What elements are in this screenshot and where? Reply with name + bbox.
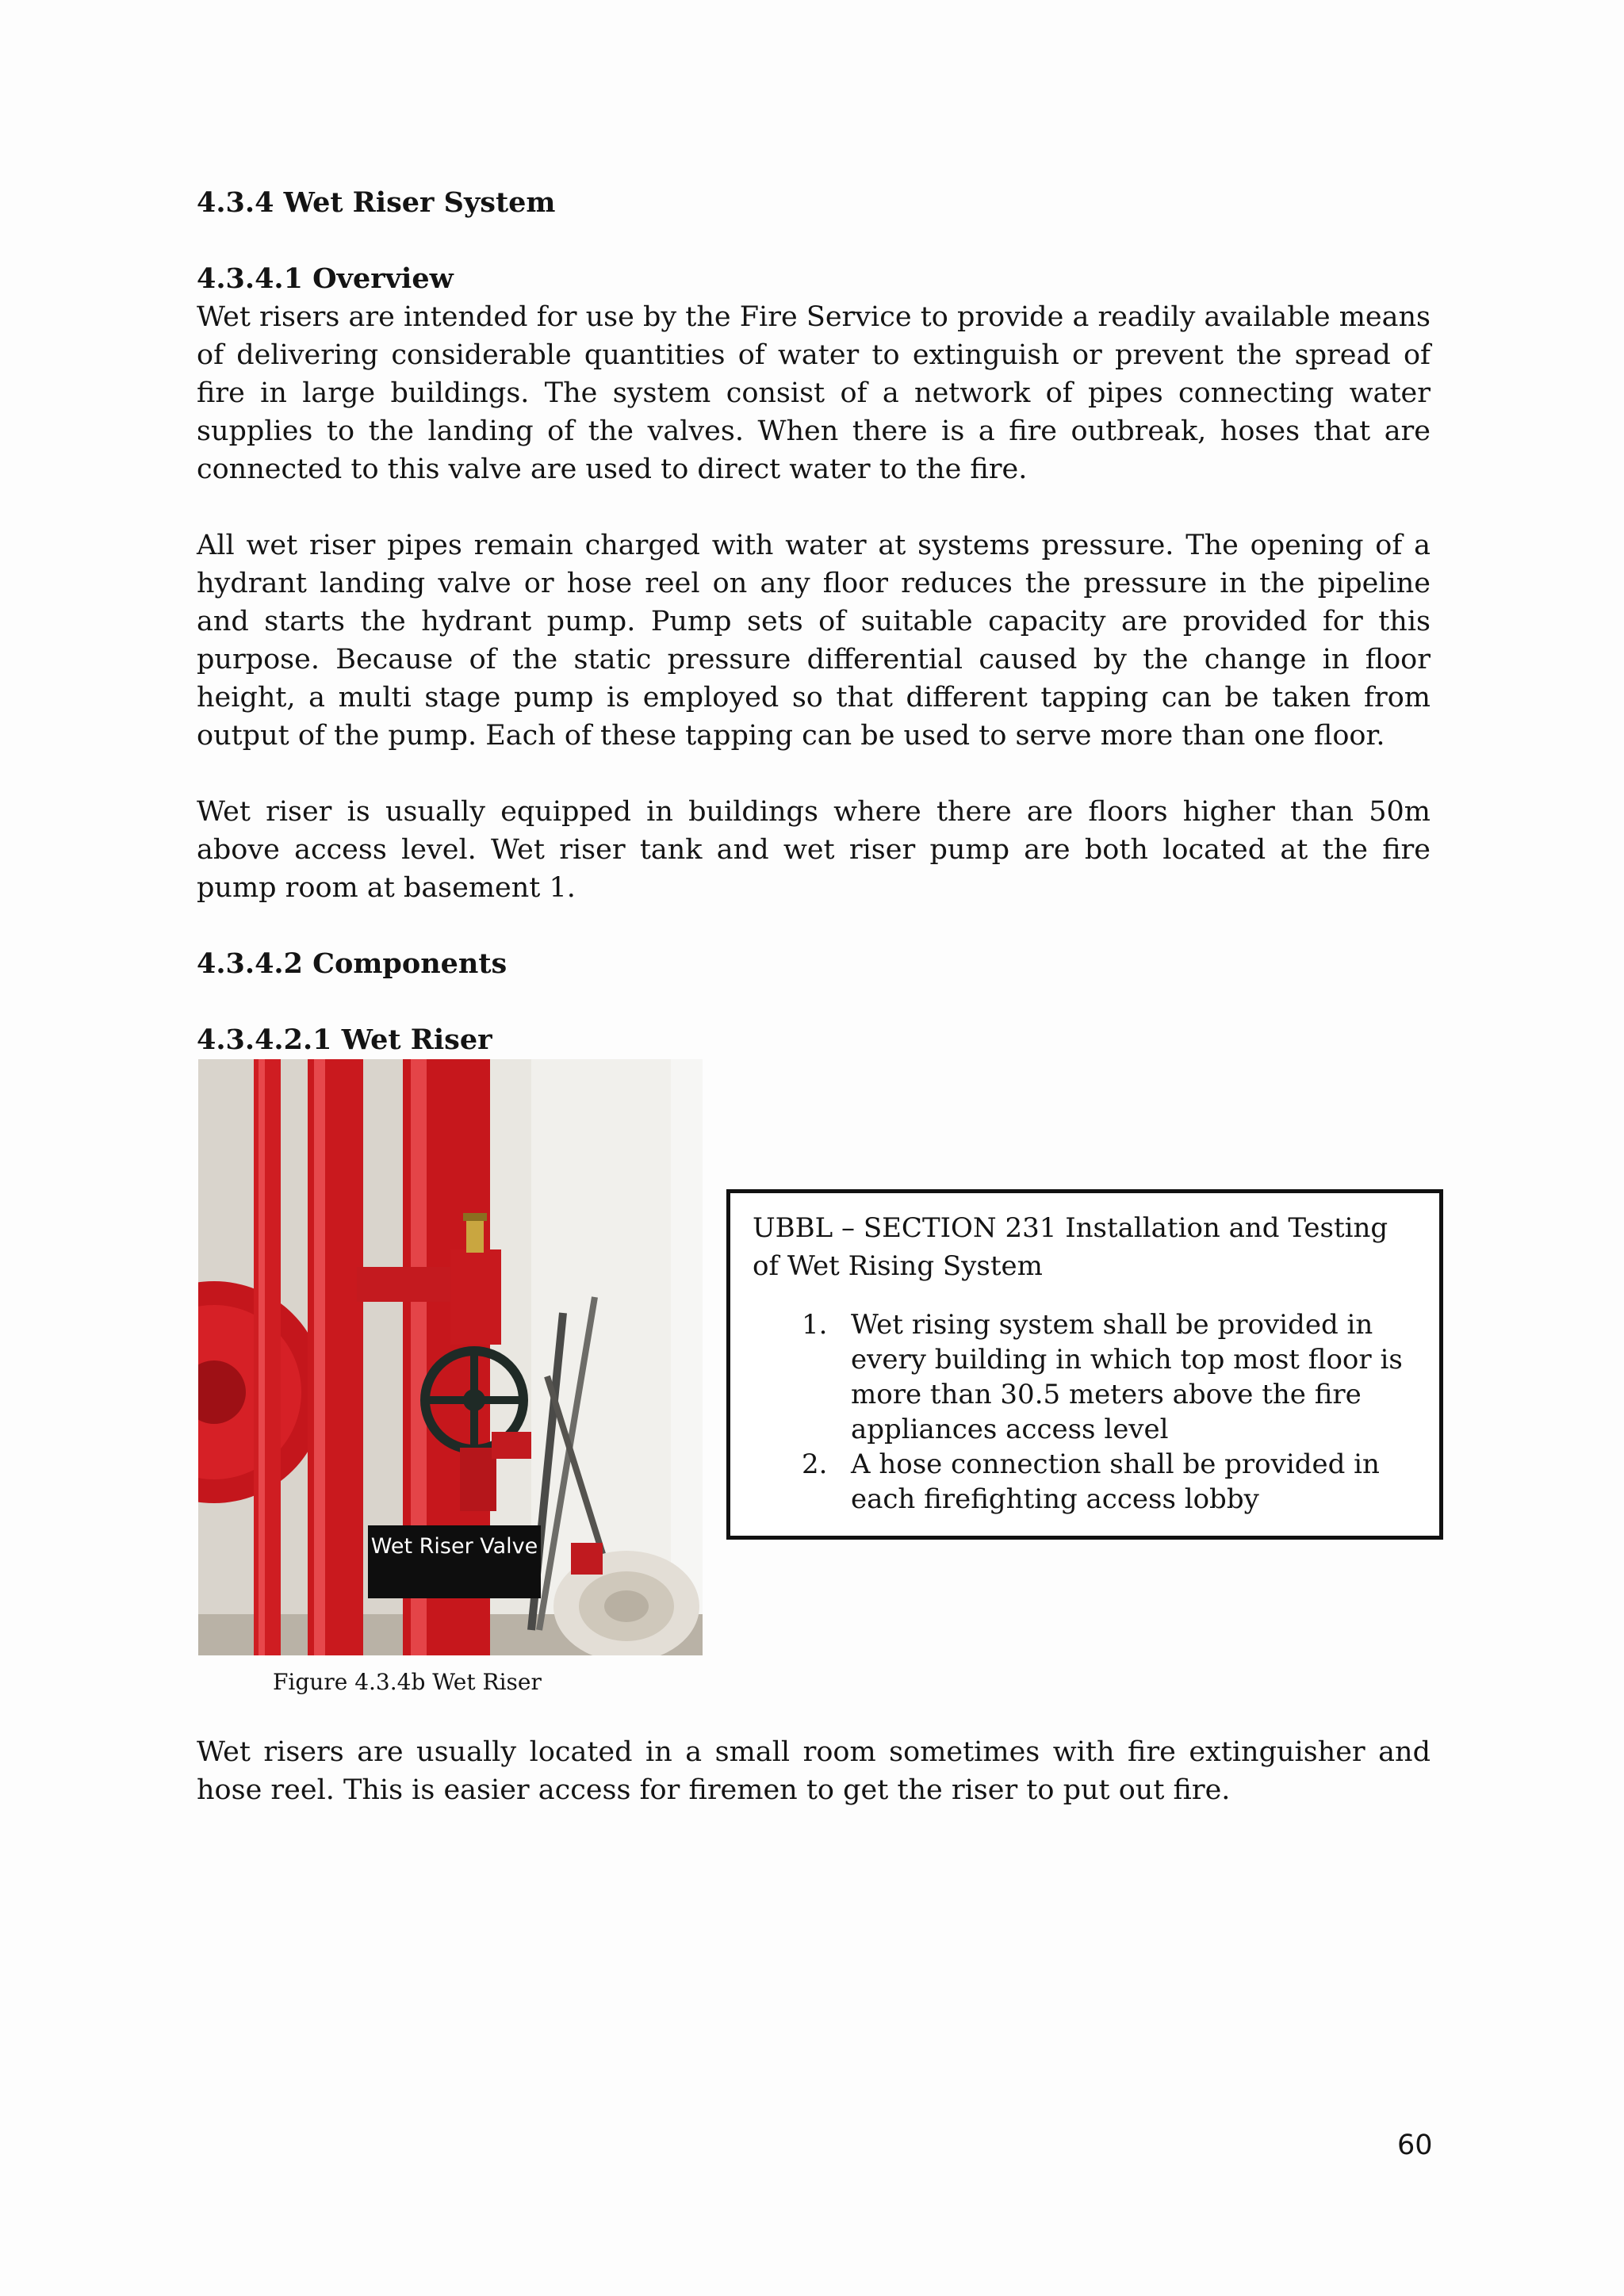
components-heading: 4.3.4.2 Components [197, 947, 508, 980]
page-number: 60 [1397, 2130, 1433, 2161]
section-heading: 4.3.4 Wet Riser System [197, 186, 556, 219]
ubbl-title: UBBL – SECTION 231 Installation and Testing of Wet Rising System [753, 1212, 1388, 1282]
overview-paragraph-1: Wet risers are intended for use by the Fire Service to provide a readily available means of delivering considerable quantities of water to extinguish or prevent the spread of fire in large buildings. The system consist of a network of pipes connecting water supplies to the landing of the valves. When there is a fire outbreak, hoses that are connected to this valve are used to direct water to the fire. [197, 301, 1431, 485]
overview-paragraph-3: Wet riser is usually equipped in buildings where there are floors higher than 50m above access level. Wet riser tank and wet riser pump are both located at the fire pump room at basement 1. [197, 796, 1431, 904]
spacer [197, 983, 1431, 1021]
spacer [197, 222, 1431, 260]
overview-heading: 4.3.4.1 Overview [197, 262, 454, 295]
list-item-number: 1. [802, 1309, 828, 1341]
figure-caption: Figure 4.3.4b Wet Riser [273, 1669, 542, 1695]
spacer [197, 488, 1431, 526]
wet-riser-photo [198, 1059, 703, 1655]
spacer [197, 755, 1431, 793]
spacer [197, 907, 1431, 945]
list-item-text: Wet rising system shall be provided in every building in which top most floor is more than 30.5 meters above the fire appliances access level [851, 1309, 1403, 1445]
wet-riser-subheading: 4.3.4.2.1 Wet Riser [197, 1024, 492, 1056]
list-item [753, 1447, 1419, 1517]
figure-row [197, 1059, 1431, 1695]
overview-paragraph-2: All wet riser pipes remain charged with water at systems pressure. The opening of a hydrant landing valve or hose reel on any floor reduces the pressure in the pipeline and starts the hydrant pump. Pump sets of suitable capacity are provided for this purpose. Because of the static pressure differential caused by the change in floor height, a multi stage pump is employed so that different tapping can be taken from output of the pump. Each of these tapping can be used to serve more than one floor. [197, 530, 1431, 752]
page-content [197, 184, 1431, 1809]
ubbl-list [753, 1307, 1419, 1517]
closing-paragraph: Wet risers are usually located in a small room sometimes with fire extinguisher and hose reel. This is easier access for firemen to get the riser to put out fire. [197, 1736, 1431, 1806]
wet-riser-valve-label: Wet Riser Valve [368, 1525, 541, 1598]
ubbl-callout-box [726, 1189, 1443, 1540]
list-item-number: 2. [802, 1448, 828, 1480]
list-item [753, 1307, 1419, 1447]
list-item-text: A hose connection shall be provided in each firefighting access lobby [851, 1448, 1380, 1515]
